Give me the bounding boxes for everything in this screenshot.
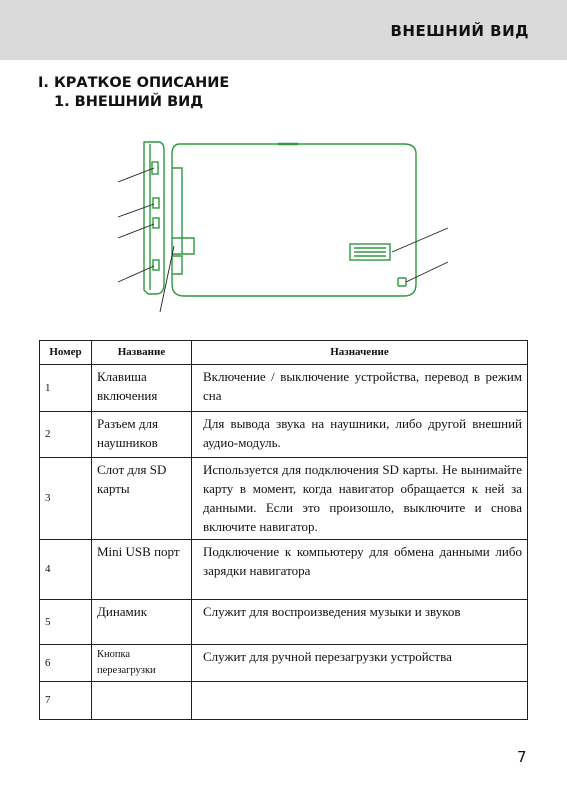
table-header-row: [40, 341, 528, 365]
table-row: [40, 540, 528, 600]
table-row: [40, 365, 528, 412]
column-header-name: Название: [92, 341, 192, 365]
row-number: 4: [40, 540, 92, 600]
row-purpose: Подключение к компьютеру для обмена данными либо зарядки навигатора: [192, 540, 528, 600]
column-header-purpose: Назначение: [192, 341, 528, 365]
row-name: Mini USB порт: [92, 540, 192, 600]
row-number: 6: [40, 645, 92, 682]
row-purpose: Используется для подключения SD карты. Не вынимайте карту в момент, когда навигатор обращается к ней за данными. Если это произошло, выключите и снова включите навигатор.: [192, 458, 528, 540]
column-header-number: Номер: [40, 341, 92, 365]
row-purpose: Служит для воспроизведения музыки и звуков: [192, 600, 528, 645]
row-number: 7: [40, 682, 92, 720]
leader-line-5: [392, 228, 448, 252]
page-number: 7: [517, 748, 527, 766]
row-name: Клавиша включения: [92, 365, 192, 412]
row-purpose: [192, 682, 528, 720]
usb-port-shape: [153, 260, 159, 270]
row-name: Разъем для наушников: [92, 412, 192, 458]
device-outline-diagram: [108, 134, 460, 314]
row-purpose: Служит для ручной перезагрузки устройства: [192, 645, 528, 682]
leader-line-6: [406, 262, 448, 282]
row-name: [92, 682, 192, 720]
table-row: [40, 458, 528, 540]
leader-line-1: [118, 168, 154, 182]
row-purpose: Включение / выключение устройства, перевод в режим сна: [192, 365, 528, 412]
row-number: 2: [40, 412, 92, 458]
table-row: [40, 682, 528, 720]
row-name: Слот для SD карты: [92, 458, 192, 540]
leader-line-3: [118, 224, 154, 238]
device-back-view: [172, 144, 416, 296]
row-name: Динамик: [92, 600, 192, 645]
table-row: [40, 600, 528, 645]
leader-line-2: [118, 204, 154, 217]
reset-button-shape: [398, 278, 406, 286]
subsection-title: 1. ВНЕШНИЙ ВИД: [54, 94, 204, 110]
table-row: [40, 412, 528, 458]
row-number: 3: [40, 458, 92, 540]
leader-line-4: [118, 266, 154, 282]
page-header-title: ВНЕШНИЙ ВИД: [390, 22, 529, 40]
row-number: 5: [40, 600, 92, 645]
components-table: [39, 340, 528, 720]
headphone-jack-shape: [153, 198, 159, 208]
sd-slot-shape: [153, 218, 159, 228]
row-name: Кнопка перезагрузки: [92, 645, 192, 682]
section-title: I. КРАТКОЕ ОПИСАНИЕ: [38, 75, 230, 91]
row-purpose: Для вывода звука на наушники, либо другой внешний аудио-модуль.: [192, 412, 528, 458]
row-number: 1: [40, 365, 92, 412]
table-row: [40, 645, 528, 682]
